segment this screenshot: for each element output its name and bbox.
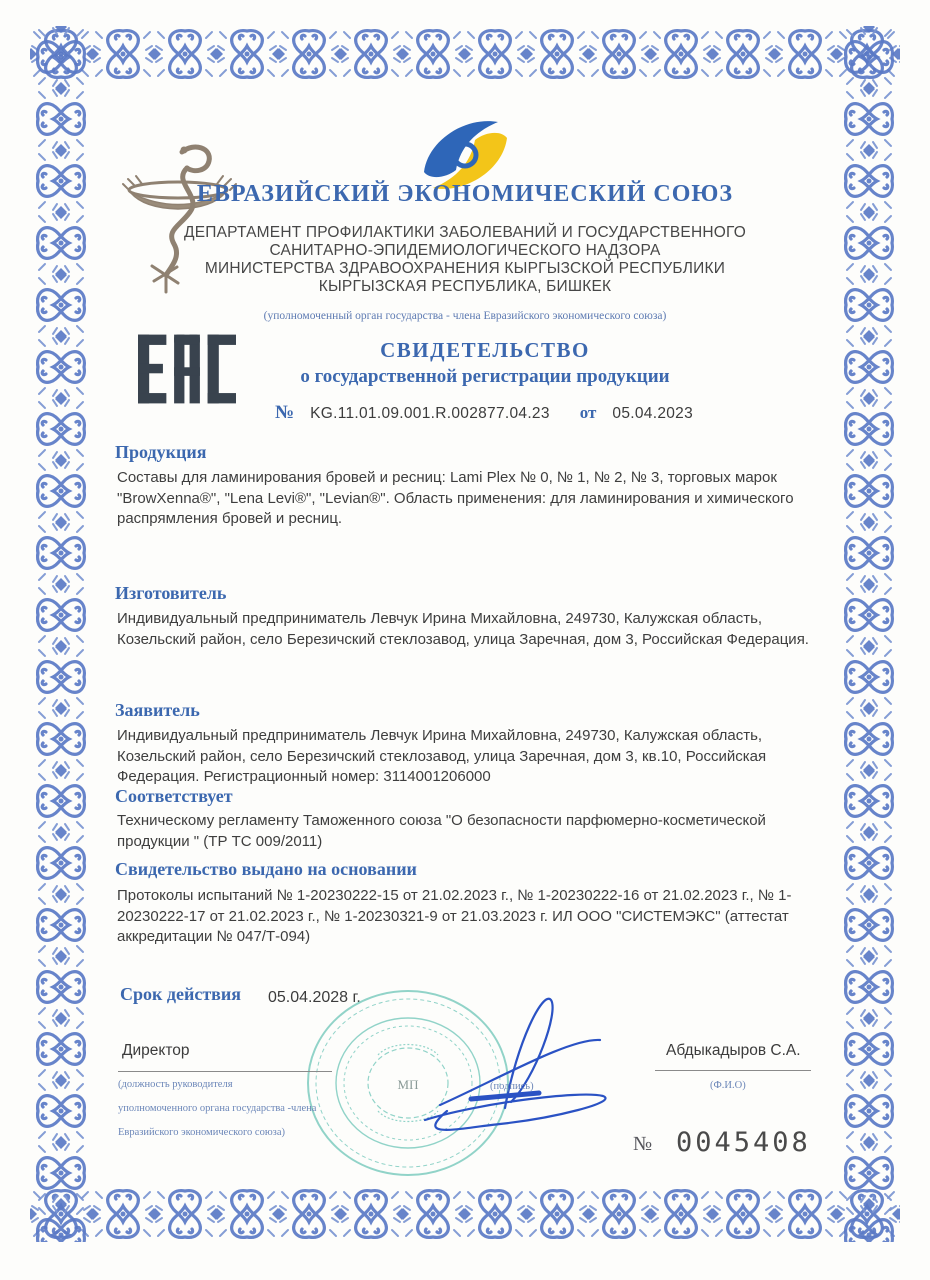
validity-label: Срок действия [120, 984, 242, 1004]
border-left-ornament [33, 26, 89, 1242]
section-heading-manufacturer: Изготовитель [115, 583, 227, 603]
section-body-basis: Протоколы испытаний № 1-20230222-15 от 21.02.2023 г., № 1-20230222-16 от 21.02.2023 г., № 1-20230222-17 от 21.02.2023 г., № 1-20230321-9 от 21.03.2023 г. ИЛ ООО "СИСТЕМЭКС" (аттестат аккредитации № 047/Т-094) [117, 887, 792, 946]
doc-subtitle: о государственной регистрации продукции [300, 366, 670, 387]
border-top-ornament [30, 26, 900, 82]
signer-name: Абдыкадыров С.А. [666, 1042, 801, 1059]
department-lines [90, 224, 840, 296]
union-title: ЕВРАЗИЙСКИЙ ЭКОНОМИЧЕСКИЙ СОЮЗ [196, 181, 734, 207]
border-bottom-ornament [30, 1186, 900, 1242]
doc-title: СВИДЕТЕЛЬСТВО [380, 338, 590, 362]
section-body-compliance: Техническому регламенту Таможенного союза "О безопасности парфюмерно-косметической продукции " (ТР ТС 009/2011) [117, 812, 766, 850]
section-heading-basis: Свидетельство выдано на основании [115, 859, 417, 879]
signer-underline [655, 1070, 811, 1071]
role-note-line: уполномоченного органа государства -члена [118, 1103, 317, 1114]
border-right-ornament [841, 26, 897, 1242]
serial-number-sign: № [633, 1133, 653, 1155]
registration-date: 05.04.2023 [612, 405, 693, 422]
role-note-line: Евразийского экономического союза) [118, 1127, 285, 1138]
eac-mark-logo [138, 330, 236, 408]
director-underline [118, 1071, 332, 1072]
registration-number-line [275, 402, 693, 424]
authority-note: (уполномоченный орган государства - члена Евразийского экономического союза) [263, 310, 667, 322]
section-body-applicant: Индивидуальный предприниматель Левчук Ирина Михайловна, 249730, Калужская область, Козельский район, село Березичский стеклозавод, улица Заречная, дом 3, кв.10, Российская Федерация. Регистрационный номер: 3114001206000 [117, 727, 767, 786]
department-line: КЫРГЫЗСКАЯ РЕСПУБЛИКА, БИШКЕК [318, 278, 612, 295]
director-label: Директор [122, 1042, 190, 1059]
department-line: ДЕПАРТАМЕНТ ПРОФИЛАКТИКИ ЗАБОЛЕВАНИЙ И ГОСУДАРСТВЕННОГО [184, 224, 746, 241]
registration-number: KG.11.01.09.001.R.002877.04.23 [310, 405, 550, 422]
department-line: САНИТАРНО-ЭПИДЕМИОЛОГИЧЕСКОГО НАДЗОРА [269, 242, 661, 259]
serial-number: 0045408 [676, 1127, 811, 1158]
signature-ink [405, 980, 665, 1145]
validity-date: 05.04.2028 г. [268, 989, 361, 1006]
signature-note: (подпись) [490, 1081, 534, 1092]
number-sign: № [275, 402, 295, 423]
section-body-manufacturer: Индивидуальный предприниматель Левчук Ирина Михайловна, 249730, Калужская область, Козельский район, село Березичский стеклозавод, улица Заречная, дом 3, Российская Федерация. [117, 610, 809, 648]
stamp-mp-text: МП [397, 1077, 419, 1092]
role-note-line: (должность руководителя [118, 1079, 233, 1090]
name-note: (Ф.И.О) [710, 1080, 746, 1091]
department-line: МИНИСТЕРСТВА ЗДРАВООХРАНЕНИЯ КЫРГЫЗСКОЙ РЕСПУБЛИКИ [204, 260, 726, 277]
section-heading-compliance: Соответствует [115, 786, 233, 806]
section-body-product: Составы для ламинирования бровей и ресниц: Lami Plex № 0, № 1, № 2, № 3, торговых марок "BrowXenna®", "Lena Levi®", "Levian®". Область применения: для ламинирования и химического распрямления бровей и ресниц. [117, 469, 794, 528]
section-heading-applicant: Заявитель [115, 700, 200, 720]
date-label: от [579, 403, 597, 422]
section-heading-product: Продукция [115, 442, 207, 462]
